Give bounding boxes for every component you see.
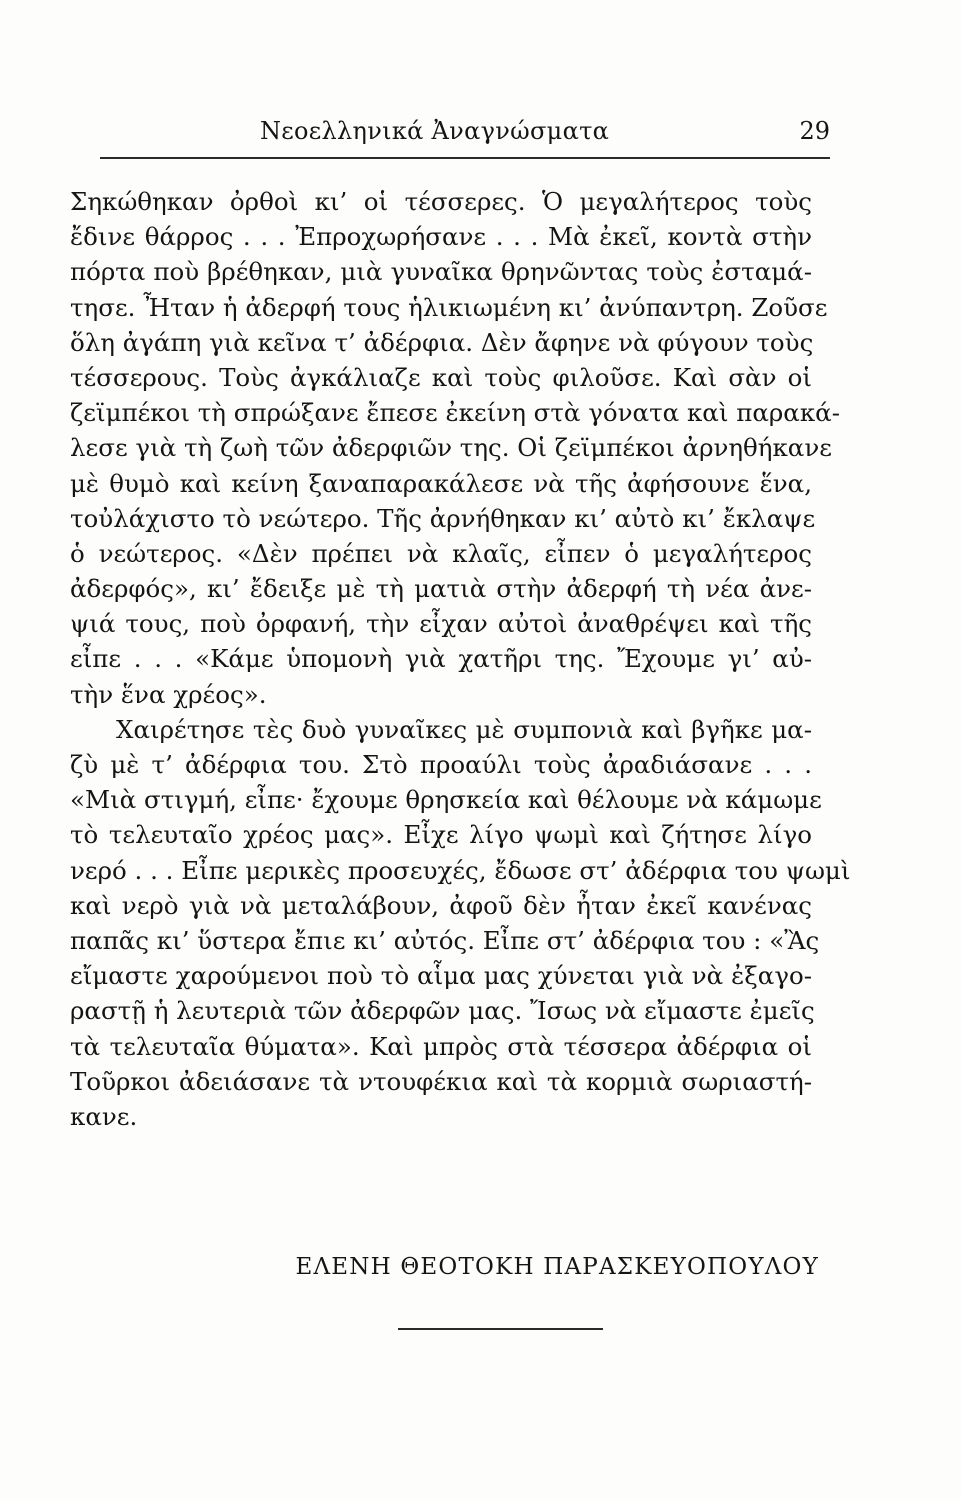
- text-line: καὶ νερὸ γιὰ νὰ μεταλάβουν, ἀφοῦ δὲν ἦταν ἐκεῖ κανένας: [70, 890, 812, 920]
- text-line: εἶπε . . . «Κάμε ὑπομονὴ γιὰ χατῆρι της. Ἔχουμε γι’ αὐ-: [70, 644, 812, 674]
- text-line: Σηκώθηκαν ὀρθοὶ κι’ οἱ τέσσερες. Ὁ μεγαλήτερος τοὺς: [70, 187, 812, 216]
- text-line: τέσσερους. Τοὺς ἀγκάλιαζε καὶ τοὺς φιλοῦσε. Καὶ σὰν οἱ: [70, 362, 812, 392]
- text-line: ὁ νεώτερος. «Δὲν πρέπει νὰ κλαῖς, εἶπεν ὁ μεγαλήτερος: [70, 538, 812, 568]
- page-number: 29: [799, 117, 830, 145]
- text-line: κανε.: [70, 1101, 138, 1131]
- text-line: τὴν ἕνα χρέος».: [70, 679, 267, 709]
- text-line: «Μιὰ στιγμή, εἶπε· ἔχουμε θρησκεία καὶ θέλουμε νὰ κάμωμε: [70, 785, 822, 815]
- text-line: ψιά τους, ποὺ ὀρφανή, τὴν εἶχαν αὐτοὶ ἀναθρέψει καὶ τῆς: [70, 609, 812, 639]
- text-line: ζὺ μὲ τ’ ἀδέρφια του. Στὸ προαύλι τοὺς ἀραδιάσανε . . .: [70, 750, 812, 779]
- text-line: πόρτα ποὺ βρέθηκαν, μιὰ γυναῖκα θρηνῶντας τοὺς ἐσταμά-: [70, 257, 812, 287]
- text-line: τὰ τελευταῖα θύματα». Καὶ μπρὸς στὰ τέσσερα ἀδέρφια οἱ: [70, 1031, 812, 1061]
- text-line: τησε. Ἦταν ἡ ἀδερφή τους ἡλικιωμένη κι’ ἀνύπαντρη. Ζοῦσε: [70, 292, 828, 322]
- text-line: ἀδερφός», κι’ ἔδειξε μὲ τὴ ματιὰ στὴν ἀδερφή τὴ νέα ἀνε-: [70, 574, 812, 604]
- text-line: τοὐλάχιστο τὸ νεώτερο. Τῆς ἀρνήθηκαν κι’ αὐτὸ κι’ ἔκλαψε: [70, 503, 816, 533]
- text-line: Χαιρέτησε τὲς δυὸ γυναῖκες μὲ συμπονιὰ καὶ βγῆκε μα-: [116, 714, 812, 744]
- author-name: ΕΛΕΝΗ ΘΕΟΤΟΚΗ ΠΑΡΑΣΚΕΥΟΠΟΥΛΟΥ: [295, 1254, 819, 1280]
- text-line: ζεϊμπέκοι τὴ σπρώξανε ἔπεσε ἐκείνη στὰ γόνατα καὶ παρακά-: [70, 398, 840, 428]
- text-line: λεσε γιὰ τὴ ζωὴ τῶν ἀδερφιῶν της. Οἱ ζεϊμπέκοι ἀρνηθήκανε: [70, 433, 832, 463]
- text-line: ὅλη ἀγάπη γιὰ κεῖνα τ’ ἀδέρφια. Δὲν ἄφηνε νὰ φύγουν τοὺς: [70, 327, 814, 357]
- text-line: ραστῇ ἡ λευτεριὰ τῶν ἀδερφῶν μας. Ἴσως νὰ εἴμαστε ἐμεῖς: [70, 996, 815, 1026]
- end-rule: [398, 1328, 603, 1330]
- text-line: ἔδινε θάρρος . . . Ἐπροχωρήσανε . . . Μὰ ἐκεῖ, κοντὰ στὴν: [70, 222, 812, 252]
- text-line: τὸ τελευταῖο χρέος μας». Εἶχε λίγο ψωμὶ καὶ ζήτησε λίγο: [70, 820, 812, 850]
- running-title: Νεοελληνικά Ἀναγνώσματα: [260, 117, 610, 145]
- header-rule: [100, 157, 830, 159]
- running-head: [100, 113, 830, 153]
- text-line: εἴμαστε χαρούμενοι ποὺ τὸ αἷμα μας χύνεται γιὰ νὰ ἐξαγο-: [70, 961, 812, 991]
- text-line: μὲ θυμὸ καὶ κείνη ξαναπαρακάλεσε νὰ τῆς ἀφήσουνε ἕνα,: [70, 468, 812, 498]
- text-line: νερό . . . Εἶπε μερικὲς προσευχές, ἔδωσε στ’ ἀδέρφια του ψωμὶ: [70, 855, 851, 885]
- text-line: παπᾶς κι’ ὕστερα ἔπιε κι’ αὐτός. Εἶπε στ’ ἀδέρφια του : «Ἂς: [70, 925, 820, 955]
- text-line: Τοῦρκοι ἀδειάσανε τὰ ντουφέκια καὶ τὰ κορμιὰ σωριαστή-: [70, 1066, 812, 1096]
- body-text: [70, 184, 851, 1134]
